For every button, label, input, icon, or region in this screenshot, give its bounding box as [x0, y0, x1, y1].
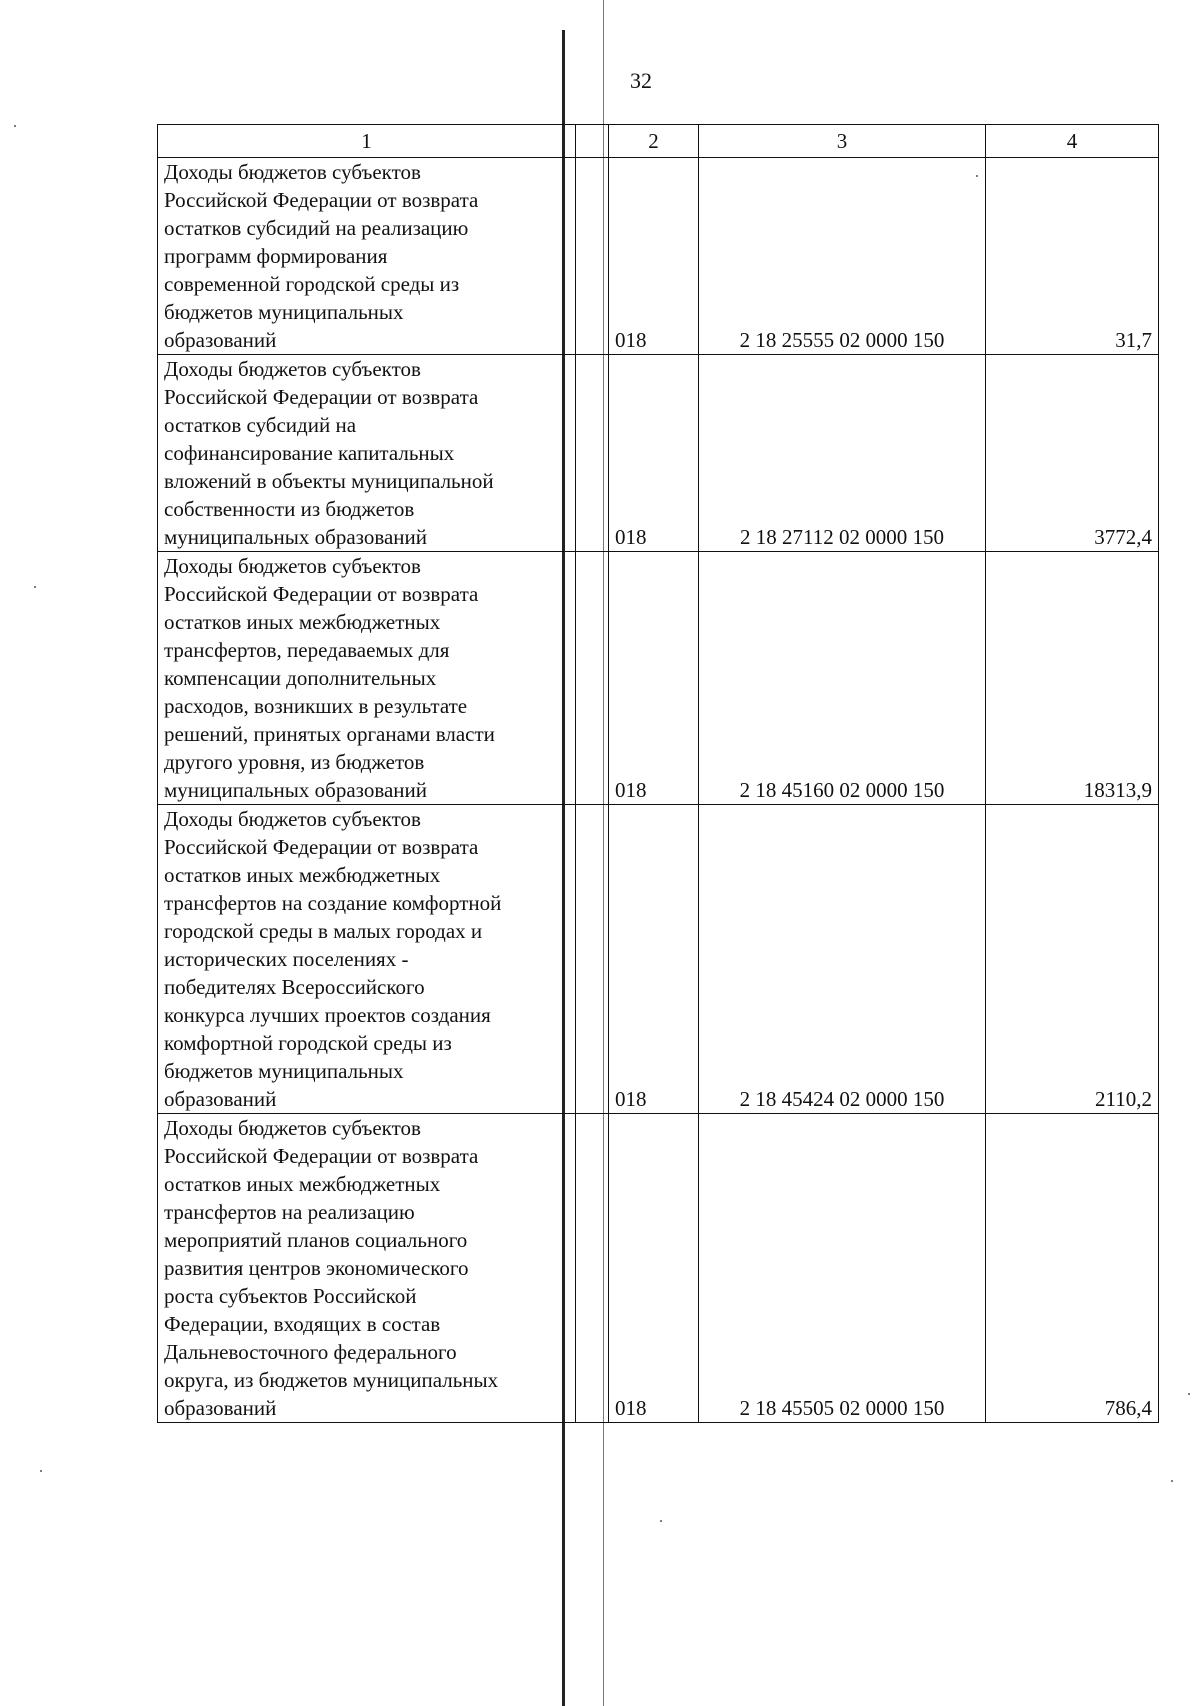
- row-description: [158, 1114, 576, 1423]
- description-line: муниципальных образований: [164, 778, 427, 802]
- description-line: Доходы бюджетов субъектов: [164, 807, 421, 831]
- description-line: Доходы бюджетов субъектов: [164, 1116, 421, 1140]
- row-admin-code: 018: [609, 552, 699, 805]
- row-description: [158, 552, 576, 805]
- description-line: современной городской среды из: [164, 272, 460, 296]
- column-header-description: 1: [158, 125, 576, 158]
- description-line: образований: [164, 1396, 277, 1420]
- page-number: 32: [630, 68, 652, 93]
- description-line: роста субъектов Российской: [164, 1284, 417, 1308]
- table-row: [158, 805, 1159, 1114]
- row-admin-code: 018: [609, 355, 699, 552]
- description-line: остатков иных межбюджетных: [164, 610, 441, 634]
- description-line: Российской Федерации от возврата: [164, 188, 479, 212]
- description-line: конкурса лучших проектов создания: [164, 1003, 491, 1027]
- row-gap-cell: [576, 355, 609, 552]
- row-gap-cell: [576, 552, 609, 805]
- description-line: компенсации дополнительных: [164, 666, 437, 690]
- table-header-row: [158, 125, 1159, 158]
- row-admin-code: 018: [609, 805, 699, 1114]
- description-line: трансфертов на создание комфортной: [164, 891, 502, 915]
- row-budget-code: 2 18 27112 02 0000 150: [699, 355, 986, 552]
- row-amount: 18313,9: [986, 552, 1159, 805]
- column-header-budget-code: 3: [699, 125, 986, 158]
- description-line: мероприятий планов социального: [164, 1228, 468, 1252]
- description-line: трансфертов, передаваемых для: [164, 638, 450, 662]
- description-line: образований: [164, 1087, 277, 1111]
- description-line: остатков иных межбюджетных: [164, 863, 441, 887]
- row-gap-cell: [576, 805, 609, 1114]
- description-line: Российской Федерации от возврата: [164, 582, 479, 606]
- row-description: [158, 805, 576, 1114]
- description-line: Федерации, входящих в состав: [164, 1312, 441, 1336]
- row-amount: 3772,4: [986, 355, 1159, 552]
- description-line: развития центров экономического: [164, 1256, 469, 1280]
- description-line: расходов, возникших в результате: [164, 694, 468, 718]
- scan-speck: [1188, 1393, 1190, 1395]
- row-description: [158, 355, 576, 552]
- table-row: [158, 158, 1159, 355]
- column-gap: [576, 125, 609, 158]
- description-line: образований: [164, 328, 277, 352]
- row-budget-code: 2 18 45424 02 0000 150: [699, 805, 986, 1114]
- row-amount: 2110,2: [986, 805, 1159, 1114]
- description-line: исторических поселениях -: [164, 947, 409, 971]
- table-row: [158, 355, 1159, 552]
- scan-speck: [1171, 1480, 1173, 1482]
- scan-speck: [660, 1520, 662, 1522]
- budget-revenue-table: [157, 124, 1159, 1423]
- description-line: Дальневосточного федерального: [164, 1340, 457, 1364]
- description-line: Доходы бюджетов субъектов: [164, 554, 421, 578]
- description-line: Российской Федерации от возврата: [164, 1144, 479, 1168]
- column-header-amount: 4: [986, 125, 1159, 158]
- description-line: Российской Федерации от возврата: [164, 835, 479, 859]
- row-admin-code: 018: [609, 158, 699, 355]
- scan-speck: [34, 586, 36, 588]
- description-line: программ формирования: [164, 244, 388, 268]
- description-line: комфортной городской среды из: [164, 1031, 452, 1055]
- column-header-admin-code: 2: [609, 125, 699, 158]
- description-line: собственности из бюджетов: [164, 497, 415, 521]
- row-gap-cell: [576, 158, 609, 355]
- description-line: другого уровня, из бюджетов: [164, 750, 425, 774]
- description-line: вложений в объекты муниципальной: [164, 469, 494, 493]
- description-line: муниципальных образований: [164, 525, 427, 549]
- table-row: [158, 552, 1159, 805]
- row-admin-code: 018: [609, 1114, 699, 1423]
- scan-speck: [14, 125, 16, 127]
- row-amount: 31,7: [986, 158, 1159, 355]
- row-gap-cell: [576, 1114, 609, 1423]
- description-line: Доходы бюджетов субъектов: [164, 357, 421, 381]
- description-line: остатков иных межбюджетных: [164, 1172, 441, 1196]
- row-budget-code: 2 18 45160 02 0000 150: [699, 552, 986, 805]
- description-line: трансфертов на реализацию: [164, 1200, 415, 1224]
- description-line: софинансирование капитальных: [164, 441, 455, 465]
- scan-speck: [40, 1470, 42, 1472]
- description-line: решений, принятых органами власти: [164, 722, 495, 746]
- table-body: [158, 158, 1159, 1423]
- description-line: остатков субсидий на: [164, 413, 357, 437]
- row-budget-code: 2 18 45505 02 0000 150: [699, 1114, 986, 1423]
- description-line: Российской Федерации от возврата: [164, 385, 479, 409]
- row-amount: 786,4: [986, 1114, 1159, 1423]
- table-row: [158, 1114, 1159, 1423]
- row-description: [158, 158, 576, 355]
- description-line: бюджетов муниципальных: [164, 1059, 404, 1083]
- description-line: бюджетов муниципальных: [164, 300, 404, 324]
- description-line: городской среды в малых городах и: [164, 919, 483, 943]
- row-budget-code: 2 18 25555 02 0000 150: [699, 158, 986, 355]
- description-line: округа, из бюджетов муниципальных: [164, 1368, 499, 1392]
- description-line: остатков субсидий на реализацию: [164, 216, 469, 240]
- description-line: победителях Всероссийского: [164, 975, 425, 999]
- description-line: Доходы бюджетов субъектов: [164, 160, 421, 184]
